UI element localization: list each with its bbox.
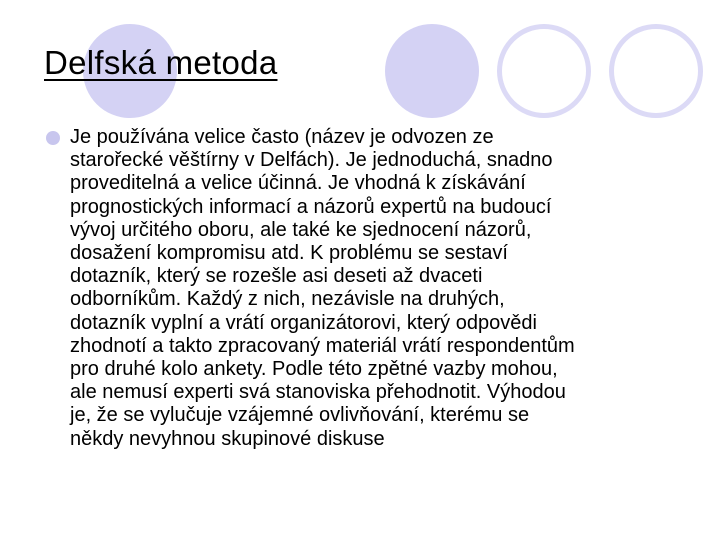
text-line: vývoj určitého oboru, ale také ke sjednocení názorů,: [70, 218, 532, 241]
text-line: odborníkům. Každý z nich, nezávisle na druhých,: [70, 288, 505, 311]
bullet-icon: [46, 131, 60, 145]
text-line: dotazník vyplní a vrátí organizátorovi, který odpovědi: [70, 311, 537, 334]
text-line: zhodnotí a takto zpracovaný materiál vrátí respondentům: [70, 334, 575, 357]
decorative-circle-outline: [609, 24, 703, 118]
decorative-circle-filled: [385, 24, 479, 118]
text-line: prognostických informací a názorů expertů na budoucí: [70, 195, 552, 218]
text-line: proveditelná a velice účinná. Je vhodná k získávání: [70, 172, 526, 195]
decorative-circle-outline: [497, 24, 591, 118]
text-line: někdy nevyhnou skupinové diskuse: [70, 427, 385, 450]
text-line: pro druhé kolo ankety. Podle této zpětné vazby mohou,: [70, 358, 558, 381]
bullet-item: [44, 126, 694, 451]
slide-title: Delfská metoda: [44, 44, 278, 81]
text-line: dotazník, který se rozešle asi deseti až dvaceti: [70, 265, 483, 288]
text-line: Je používána velice často (název je odvozen ze: [70, 126, 494, 148]
text-line: starořecké věštírny v Delfách). Je jednoduchá, snadno: [70, 149, 553, 172]
text-line: dosažení kompromisu atd. K problému se sestaví: [70, 242, 508, 265]
text-line: je, že se vylučuje vzájemné ovlivňování, kterému se: [70, 404, 530, 427]
text-line: ale nemusí experti svá stanoviska přehodnotit. Výhodou: [70, 381, 566, 404]
bullet-text: [70, 126, 700, 451]
